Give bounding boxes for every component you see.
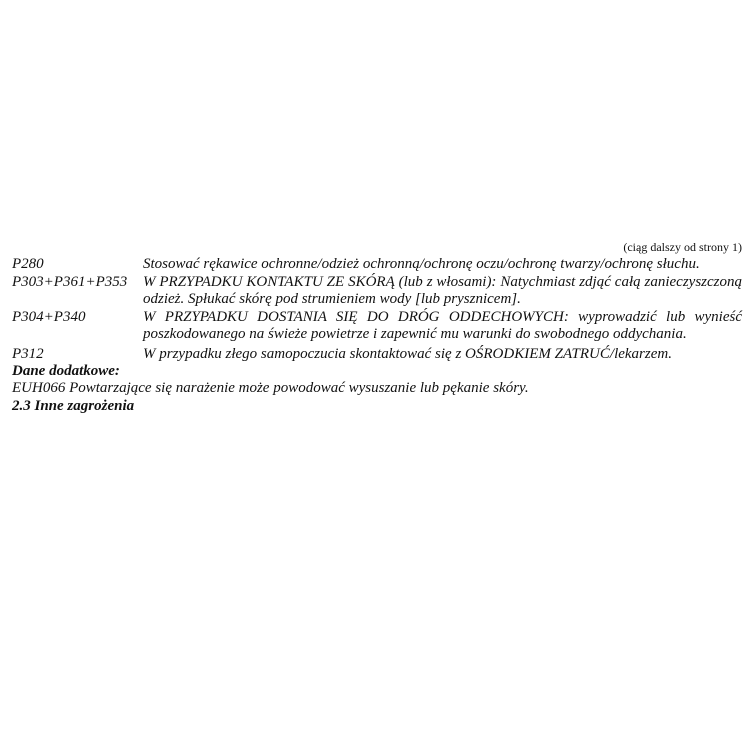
document-fragment [12, 240, 742, 454]
statement-text: W PRZYPADKU KONTAKTU ZE SKÓRĄ (lub z włosami): Natychmiast zdjąć całą zanieczyszczoną odzież. Spłukać skórę pod strumieniem wody [lub prysznicem]. [143, 274, 742, 307]
statement-row-p280 [12, 256, 742, 273]
statement-text: Stosować rękawice ochronne/odzież ochronną/ochronę oczu/ochronę twarzy/ochronę słuchu. [143, 256, 700, 272]
statement-row-p312 [12, 346, 742, 363]
statement-code: P304+P340 [12, 309, 86, 325]
statement-text: W PRZYPADKU DOSTANIA SIĘ DO DRÓG ODDECHOWYCH: wyprowadzić lub wynieść poszkodowanego na świeże powietrze i zapewnić mu warunki do swobodnego oddychania. [143, 309, 742, 342]
additional-info-heading: Dane dodatkowe: [12, 363, 120, 379]
next-section-heading: 2.3 Inne zagrożenia [12, 398, 135, 414]
statement-row-p304-p340 [12, 309, 742, 343]
statement-code: P303+P361+P353 [12, 274, 128, 290]
euh-statement: EUH066 Powtarzające się narażenie może powodować wysuszanie lub pękanie skóry. [12, 380, 529, 396]
statement-code: P280 [12, 256, 44, 272]
statement-text: W przypadku złego samopoczucia skontaktować się z OŚRODKIEM ZATRUĆ/lekarzem. [143, 346, 672, 362]
statement-row-p303-p361-p353 [12, 274, 742, 308]
continuation-note: (ciąg dalszy od strony 1) [623, 240, 742, 254]
statement-code: P312 [12, 346, 44, 362]
